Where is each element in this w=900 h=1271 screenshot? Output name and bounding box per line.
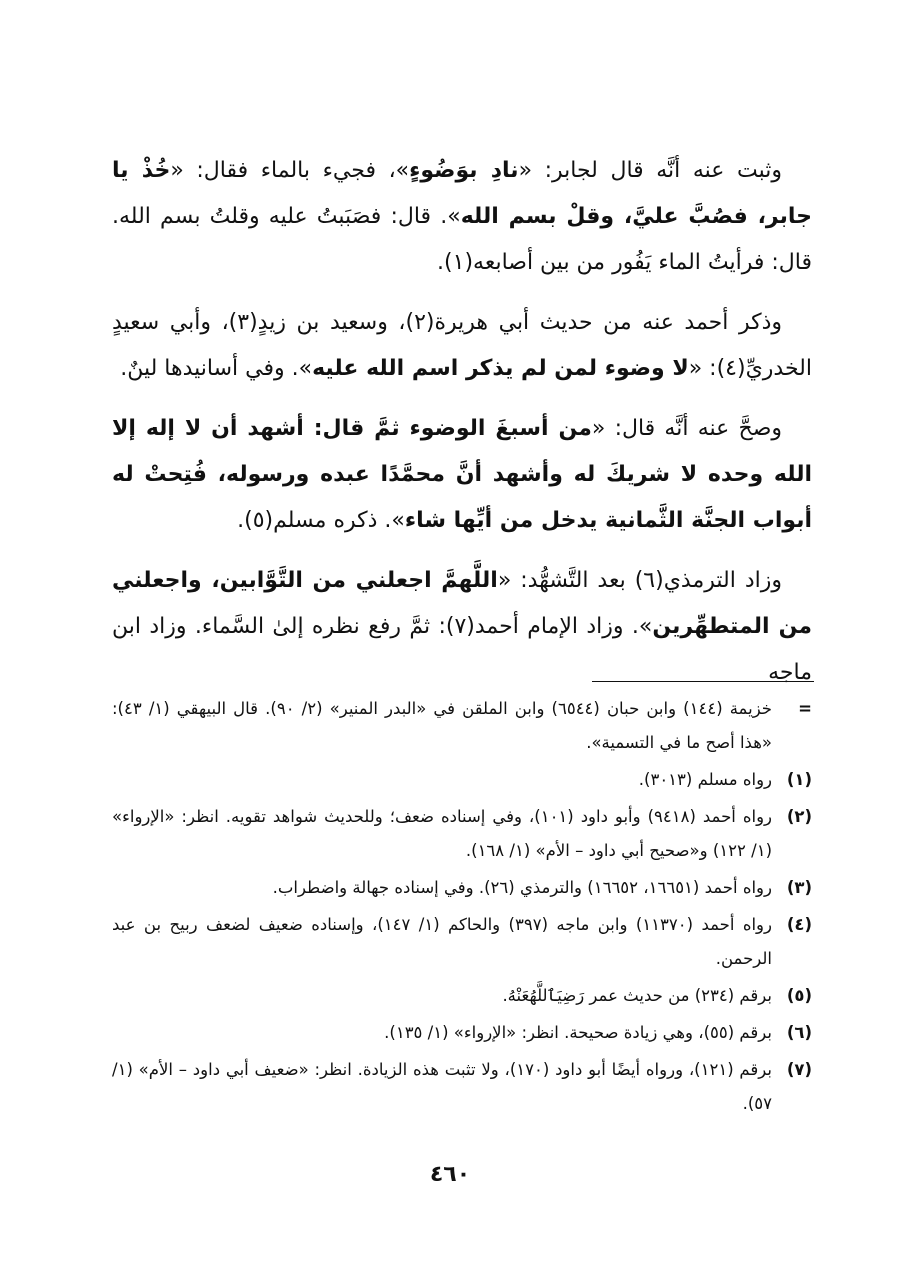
footnote-text: رواه مسلم (٣٠١٣). [638, 770, 772, 789]
paragraph-1-tail: ». قال: فصَبَبتُ عليه وقلتُ بسم الله. قال: فرأيتُ الماء يَفُور من بين أصابعه(١). [112, 204, 812, 275]
footnote-text: رواه أحمد (١٦٦٥١، ١٦٦٥٢) والترمذي (٢٦). وفي إسناده جهالة واضطراب. [272, 878, 772, 897]
footnote-marker: (٧) [786, 1060, 812, 1079]
paragraph-4-lead: وزاد الترمذي(٦) بعد التَّشهُّد: « [497, 568, 782, 593]
footnote-text: برقم (٢٣٤) من حديث عمر رَضِيَٱللَّهُعَنْهُ. [502, 986, 772, 1005]
footnote-marker: (٥) [786, 986, 812, 1005]
paragraph-2-hadith: لا وضوء لمن لم يذكر اسم الله عليه [312, 356, 689, 381]
footnote-continuation [112, 692, 812, 760]
paragraph-1-hadith-b: خُذْ يا جابر، فصُبَّ عليَّ، وقلْ بسم الله [112, 158, 812, 229]
footnote-2 [112, 800, 812, 868]
paragraph-4 [112, 558, 812, 696]
paragraph-2 [112, 300, 812, 392]
page-number: ٤٦٠ [429, 1162, 471, 1187]
footnote-text: خزيمة (١٤٤) وابن حبان (٦٥٤٤) وابن الملقن في «البدر المنير» (٢/ ٩٠). قال البيهقي (١/ ٤٣): «هذا أصح ما في التسمية». [112, 699, 772, 752]
footnote-marker: (١) [786, 770, 812, 789]
footnote-1 [112, 763, 812, 797]
paragraph-1-lead: وثبت عنه أنَّه قال لجابر: « [518, 158, 783, 183]
footnote-separator [592, 681, 814, 682]
paragraph-4-hadith: اللَّهمَّ اجعلني من التَّوَّابين، واجعلني من المتطهِّرين [112, 568, 813, 639]
footnote-marker: = [798, 699, 812, 718]
footnote-text: رواه أحمد (٩٤١٨) وأبو داود (١٠١)، وفي إسناده ضعف؛ وللحديث شواهد تقويه. انظر: «الإرواء» (١/ ١٢٢) و«صحيح أبي داود – الأم» (١/ ١٦٨). [112, 807, 772, 860]
footnote-3 [112, 871, 812, 905]
footnote-4 [112, 908, 812, 976]
footnote-text: رواه أحمد (١١٣٧٠) وابن ماجه (٣٩٧) والحاكم (١/ ١٤٧)، وإسناده ضعيف لضعف ربيح بن عبد الرحمن. [112, 915, 772, 968]
footnote-marker: (٤) [786, 915, 812, 934]
footnote-marker: (٢) [786, 807, 812, 826]
paragraph-3 [112, 406, 812, 544]
paragraph-1-hadith-a: نادِ بوَضُوءٍ [409, 158, 519, 183]
footnote-5 [112, 979, 812, 1013]
paragraph-2-lead: وذكر أحمد عنه من حديث أبي هريرة(٢)، وسعيد بن زيدٍ(٣)، وأبي سعيدٍ الخدريِّ(٤): « [112, 310, 812, 381]
footnote-7 [112, 1053, 812, 1121]
footnote-text: برقم (٥٥)، وهي زيادة صحيحة. انظر: «الإرواء» (١/ ١٣٥). [384, 1023, 772, 1042]
paragraph-4-tail: ». وزاد الإمام أحمد(٧): ثمَّ رفع نظره إلىٰ السَّماء. وزاد ابن ماجه [112, 614, 812, 685]
paragraph-1 [112, 148, 812, 286]
footnotes-section [112, 692, 812, 1124]
footnote-text: برقم (١٢١)، ورواه أيضًا أبو داود (١٧٠)، ولا تثبت هذه الزيادة. انظر: «ضعيف أبي داود – الأم» (١/ ٥٧). [112, 1060, 772, 1113]
footnote-marker: (٦) [786, 1023, 812, 1042]
main-text-body [112, 148, 812, 710]
paragraph-3-lead: وصحَّ عنه أنَّه قال: « [591, 416, 782, 441]
paragraph-3-tail: ». ذكره مسلم(٥). [237, 508, 405, 533]
footnote-marker: (٣) [786, 878, 812, 897]
paragraph-2-tail: ». وفي أسانيدها لينٌ. [120, 356, 313, 381]
footnote-6 [112, 1016, 812, 1050]
paragraph-3-hadith: من أسبغَ الوضوء ثمَّ قال: أشهد أن لا إله إلا الله وحده لا شريكَ له وأشهد أنَّ محمَّدًا عبده ورسوله، فُتِحتْ له أبواب الجنَّة الثَّمانية يدخل من أيِّها شاء [112, 416, 812, 533]
paragraph-1-mid: »، فجيء بالماء فقال: « [170, 158, 410, 183]
